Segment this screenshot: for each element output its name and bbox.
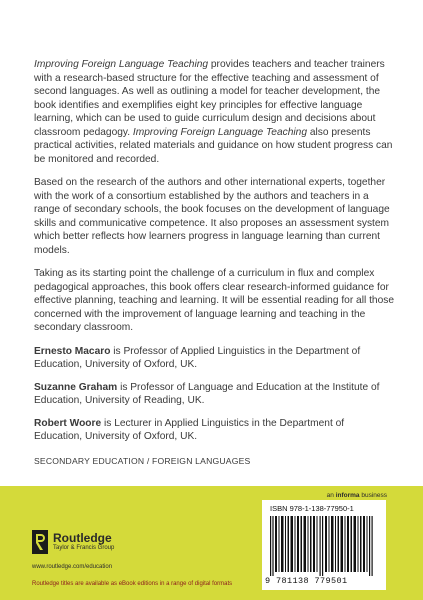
- publisher-logo: [32, 530, 114, 554]
- description-paragraph-2: Based on the research of the authors and other international experts, together with the work of a consortium established by the authors and teachers in a range of secondary schools, the book focuses on the development of language skills and communicative competence. It also proposes an assessment system which better reflects how learners progress in language learning than current models.: [34, 177, 390, 256]
- back-cover-text: [34, 58, 394, 466]
- author-name: Suzanne Graham: [34, 381, 118, 393]
- publisher-group: Taylor & Francis Group: [53, 545, 115, 551]
- description-text: also presents practical activities, related materials and guidance on how student progress can be monitored and recorded.: [34, 126, 393, 165]
- author-bio: [34, 345, 394, 372]
- description-paragraph-3: Taking as its starting point the challenge of a curriculum in flux and complex pedagogical approaches, this book offers clear research-informed guidance for effective planning, teaching and learning. It will be essential reading for all those concerned with the improvement of language learning and teaching in the secondary classroom.: [34, 268, 394, 333]
- author-description: is Professor of Language and Education at the Institute of Education, University of Reading, UK.: [34, 381, 380, 406]
- book-title: Improving Foreign Language Teaching: [34, 59, 209, 70]
- author-name: Ernesto Macaro: [34, 345, 111, 357]
- informa-prefix: an: [326, 492, 336, 499]
- author-bio: [34, 417, 394, 444]
- informa-business-note: [327, 492, 387, 499]
- informa-suffix: business: [359, 492, 387, 499]
- routledge-r-icon: [32, 530, 48, 554]
- publisher-url[interactable]: www.routledge.com/education: [32, 564, 113, 570]
- ebook-note: Routledge titles are available as eBook editions in a range of digital formats: [32, 581, 233, 587]
- description-text: provides teachers and teacher trainers with a research-based structure for the effective teaching and assessment of second languages. As well as outlining a model for teacher development, the book identifies and exemplifies eight key principles for effective language learning, which can be used to guide curriculum design and decisions about classroom pedagogy.: [34, 59, 385, 138]
- description-paragraph-1: [34, 58, 394, 166]
- author-name: Robert Woore: [34, 417, 102, 429]
- barcode-number: 9 781138 779501: [265, 576, 348, 586]
- author-bio: [34, 381, 394, 408]
- subject-category: SECONDARY EDUCATION / FOREIGN LANGUAGES: [34, 455, 251, 466]
- publisher-name: Routledge: [53, 531, 112, 545]
- isbn-label: ISBN 978-1-138-77950-1: [270, 504, 354, 513]
- informa-brand: informa: [335, 492, 360, 499]
- author-description: is Lecturer in Applied Linguistics in the Department of Education, University of Oxford, UK.: [34, 417, 345, 442]
- barcode-panel: [262, 500, 386, 590]
- publisher-footer: [0, 486, 423, 600]
- barcode-image: [270, 516, 378, 576]
- book-title: Improving Foreign Language Teaching: [132, 126, 307, 138]
- author-description: is Professor of Applied Linguistics in the Department of Education, University of Oxford, UK.: [34, 345, 361, 370]
